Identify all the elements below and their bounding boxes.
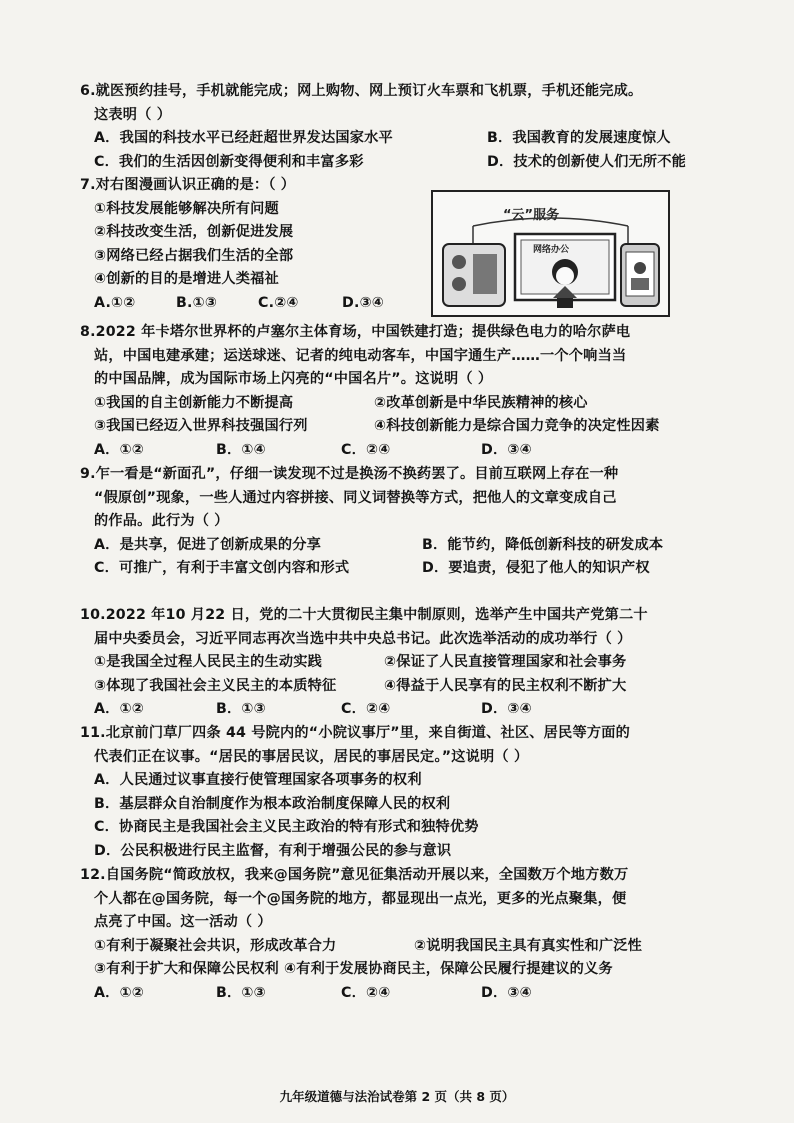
q10-statements-34 [80,675,720,699]
q8-statements-12 [80,392,720,416]
question-9 [80,463,720,581]
q7-option-c[interactable]: C.②④ [258,294,299,311]
q8-option-b[interactable]: B．①④ [216,441,266,458]
cartoon-screen-label: 网络办公 [533,245,570,255]
q11-option-a[interactable]: A．人民通过议事直接行使管理国家各项事务的权利 [94,772,422,789]
q10-option-d[interactable]: D．③④ [481,701,532,718]
q9-option-c[interactable]: C．可推广，有利于丰富文创内容和形式 [94,560,350,577]
question-11 [80,722,720,864]
q11-stem-2: 代表们正在议事。“居民的事居民议，居民的事居民定。”这说明（ ） [94,748,529,765]
q7-stem: 7.对右图漫画认识正确的是：（ ） [80,177,296,193]
question-10 [80,604,720,722]
q7-statement-3: ③网络已经占据我们生活的全部 [94,247,294,264]
q8-statement-1: ①我国的自主创新能力不断提高 [94,394,294,411]
q7-cartoon-image [431,190,670,317]
q7-options [80,292,430,316]
q12-statement-2: ②说明我国民主具有真实性和广泛性 [414,937,643,954]
q8-statement-4: ④科技创新能力是综合国力竞争的决定性因素 [374,418,660,435]
q7-option-b[interactable]: B.①③ [176,294,218,311]
q6-option-d[interactable]: D．技术的创新使人们无所不能 [487,153,687,170]
q9-stem-2: “假原创”现象，一些人通过内容拼接、同义词替换等方式，把他人的文章变成自己 [94,489,617,506]
q8-statement-3: ③我国已经迈入世界科技强国行列 [94,418,308,435]
q10-statement-3: ③体现了我国社会主义民主的本质特征 [94,677,337,694]
q11-stem-1: 11.北京前门草厂四条 44 号院内的“小院议事厅”里，来自街道、社区、居民等方面的 [80,725,630,741]
q9-stem-1: 9.乍一看是“新面孔”，仔细一读发现不过是换汤不换药罢了。目前互联网上存在一种 [80,466,619,482]
q12-statements-34: ③有利于扩大和保障公民权利 ④有利于发展协商民主，保障公民履行提建议的义务 [94,961,613,978]
q9-options-cd [80,557,720,581]
q12-options [80,982,720,1006]
q6-stem-1: 6.就医预约挂号，手机就能完成；网上购物、网上预订火车票和飞机票，手机还能完成。 [80,83,643,99]
q6-options-cd [80,151,720,175]
q11-option-c[interactable]: C．协商民主是我国社会主义民主政治的特有形式和独特优势 [94,819,479,836]
q12-statements-12 [80,935,720,959]
q9-option-d[interactable]: D．要追责，侵犯了他人的知识产权 [422,560,650,577]
q10-stem-1: 10.2022 年10 月22 日，党的二十大贯彻民主集中制原则，选举产生中国共产党第二十 [80,607,648,623]
q8-stem-3: 的中国品牌，成为国际市场上闪亮的“中国名片”。这说明（ ） [94,371,493,388]
q9-option-b[interactable]: B．能节约，降低创新科技的研发成本 [422,536,664,553]
question-8 [80,321,720,463]
q8-stem-2: 站，中国电建承建；运送球迷、记者的纯电动客车，中国宇通生产……一个个响当当 [94,347,627,364]
page-footer: 九年级道德与法治试卷第 2 页（共 8 页） [279,1089,515,1104]
q10-option-c[interactable]: C．②④ [341,701,391,718]
q9-option-a[interactable]: A．是共享，促进了创新成果的分享 [94,536,321,553]
q7-option-a[interactable]: A.①② [94,294,136,311]
q8-option-c[interactable]: C．②④ [341,441,391,458]
cartoon-title: “云”服务 [503,208,560,223]
q12-option-a[interactable]: A．①② [94,984,144,1001]
q10-option-a[interactable]: A．①② [94,701,144,718]
q10-statements-12 [80,651,720,675]
q6-stem-2: 这表明（ ） [94,106,172,123]
q6-option-a[interactable]: A．我国的科技水平已经赶超世界发达国家水平 [94,130,393,147]
q10-statement-4: ④得益于人民享有的民主权利不断扩大 [384,677,627,694]
q8-option-a[interactable]: A．①② [94,441,144,458]
q8-option-d[interactable]: D．③④ [481,441,532,458]
q7-statement-1: ①科技发展能够解决所有问题 [94,200,279,217]
q8-options [80,439,720,463]
q6-option-c[interactable]: C．我们的生活因创新变得便利和丰富多彩 [94,153,364,170]
q9-stem-3: 的作品。此行为（ ） [94,513,229,530]
q8-stem-1: 8.2022 年卡塔尔世界杯的卢塞尔主体育场，中国铁建打造；提供绿色电力的哈尔萨电 [80,324,631,340]
q12-statement-1: ①有利于凝聚社会共识，形成改革合力 [94,937,337,954]
question-6 [80,80,720,174]
q10-stem-2: 届中央委员会，习近平同志再次当选中共中央总书记。此次选举活动的成功举行（ ） [94,630,632,647]
q12-option-b[interactable]: B．①③ [216,984,266,1001]
q10-statement-2: ②保证了人民直接管理国家和社会事务 [384,654,627,671]
q9-options-ab [80,534,720,558]
q12-option-c[interactable]: C．②④ [341,984,391,1001]
question-12 [80,864,720,1006]
q10-option-b[interactable]: B．①③ [216,701,266,718]
q6-options-ab [80,127,720,151]
q12-stem-1: 12.自国务院“简政放权，我来@国务院”意见征集活动开展以来，全国数万个地方数万 [80,867,629,883]
q8-statements-34 [80,415,720,439]
q12-stem-2: 个人都在@国务院，每一个@国务院的地方，都显现出一点光，更多的光点聚集，便 [94,890,627,907]
q12-stem-3: 点亮了中国。这一活动（ ） [94,914,272,931]
q12-option-d[interactable]: D．③④ [481,984,532,1001]
q11-option-d[interactable]: D．公民积极进行民主监督，有利于增强公民的参与意识 [94,842,452,859]
cloud-service-cartoon-icon [433,192,668,315]
q10-statement-1: ①是我国全过程人民民主的生动实践 [94,654,323,671]
question-7 [80,174,430,316]
q6-option-b[interactable]: B．我国教育的发展速度惊人 [487,130,671,147]
q7-statement-2: ②科技改变生活，创新促进发展 [94,224,294,241]
q11-option-b[interactable]: B．基层群众自治制度作为根本政治制度保障人民的权利 [94,795,451,812]
q7-statement-4: ④创新的目的是增进人类福祉 [94,271,279,288]
q10-options [80,698,720,722]
q7-option-d[interactable]: D.③④ [342,294,384,311]
q8-statement-2: ②改革创新是中华民族精神的核心 [374,394,588,411]
